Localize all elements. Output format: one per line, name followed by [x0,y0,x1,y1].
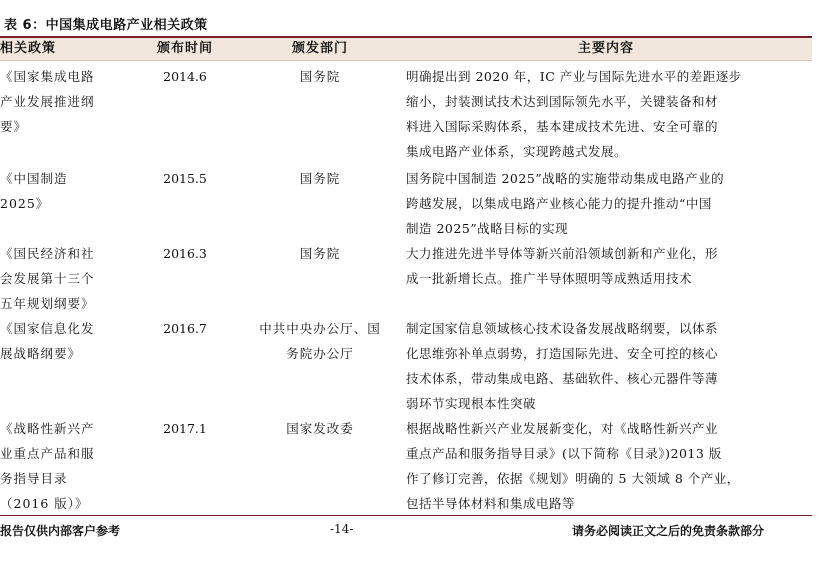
policy-year: 2015.5 [163,171,207,186]
policy-name [0,64,126,139]
policy-content [406,416,806,516]
policy-name [0,241,126,316]
header-content: 主要内容 [577,41,634,56]
policy-year: 2017.1 [163,421,207,436]
dept-line: 务院办公厅 [286,346,354,361]
content-line: 重点产品和服务指导目录》(以下简称《目录》)2013 版 [406,446,722,461]
header-dept: 颁发部门 [291,41,348,56]
policy-dept [240,166,400,191]
footer-disclaimer-left: 报告仅供内部客户参考 [0,524,121,538]
policy-line: 五年规划纲要》 [0,296,95,311]
policy-year: 2016.3 [163,246,207,261]
policy-dept [240,64,400,89]
footer-disclaimer-right: 请务必阅读正文之后的免责条款部分 [572,524,765,538]
policy-line: 《国民经济和社 [0,246,95,261]
content-line: 化思维弥补单点弱势，打造国际先进、安全可控的核心 [406,346,719,361]
content-line: 料进入国际采购体系，基本建成技术先进、安全可靠的 [406,119,719,134]
policy-content [406,64,806,164]
policy-line: 《国家信息化发 [0,321,95,336]
policy-line: 2025》 [0,196,50,211]
content-line: 缩小，封装测试技术达到国际领先水平，关键装备和材 [406,94,719,109]
content-line: 国务院中国制造 2025”战略的实施带动集成电路产业的 [406,171,725,186]
policy-year: 2014.6 [163,69,207,84]
content-line: 制造 2025”战略目标的实现 [406,221,569,236]
policy-line: 业重点产品和服 [0,446,95,461]
policy-content [406,241,806,291]
policy-content [406,166,806,241]
policy-line: 《国家集成电路 [0,69,95,84]
bottom-rule [0,515,812,516]
policy-line: 产业发展推进纲 [0,94,95,109]
policy-year: 2016.7 [163,321,207,336]
policy-line: 《战略性新兴产 [0,421,95,436]
content-line: 大力推进先进半导体等新兴前沿领域创新和产业化，形 [406,246,719,261]
table-title: 表 6：中国集成电路产业相关政策 [4,18,208,33]
policy-line: 展战略纲要》 [0,346,82,361]
dept-line: 国务院 [299,246,341,261]
content-line: 跨越发展，以集成电路产业核心能力的提升推动“中国 [406,196,712,211]
policy-line: 《中国制造 [0,171,68,186]
dept-line: 中共中央办公厅、国 [259,321,381,336]
table-header [0,38,812,61]
content-line: 技术体系，带动集成电路、基础软件、核心元器件等薄 [406,371,719,386]
content-line: 包括半导体材料和集成电路等 [406,496,576,511]
policy-line: 要》 [0,119,28,134]
page-number: -14- [330,522,354,536]
header-year: 颁布时间 [156,41,213,56]
policy-line: 会发展第十三个 [0,271,95,286]
content-line: 作了修订完善，依据《规划》明确的 5 大领域 8 个产业， [406,471,740,486]
dept-line: 国务院 [299,171,341,186]
content-line: 制定国家信息领域核心技术设备发展战略纲要，以体系 [406,321,719,336]
policy-dept [240,316,400,366]
content-line: 集成电路产业体系，实现跨越式发展。 [406,144,628,159]
dept-line: 国务院 [299,69,341,84]
dept-line: 国家发改委 [286,421,354,436]
policy-line: 务指导目录 [0,471,68,486]
policy-name [0,166,126,216]
policy-content [406,316,806,416]
policy-dept [240,241,400,266]
content-line: 明确提出到 2020 年，IC 产业与国际先进水平的差距逐步 [406,69,742,84]
content-line: 弱环节实现根本性突破 [406,396,537,411]
content-line: 根据战略性新兴产业发展新变化，对《战略性新兴产业 [406,421,719,436]
policy-line: （2016 版）》 [0,496,89,511]
policy-name [0,416,126,516]
content-line: 成一批新增长点。推广半导体照明等成熟适用技术 [406,271,693,286]
header-policy: 相关政策 [0,41,57,56]
policy-dept [240,416,400,441]
policy-name [0,316,126,366]
